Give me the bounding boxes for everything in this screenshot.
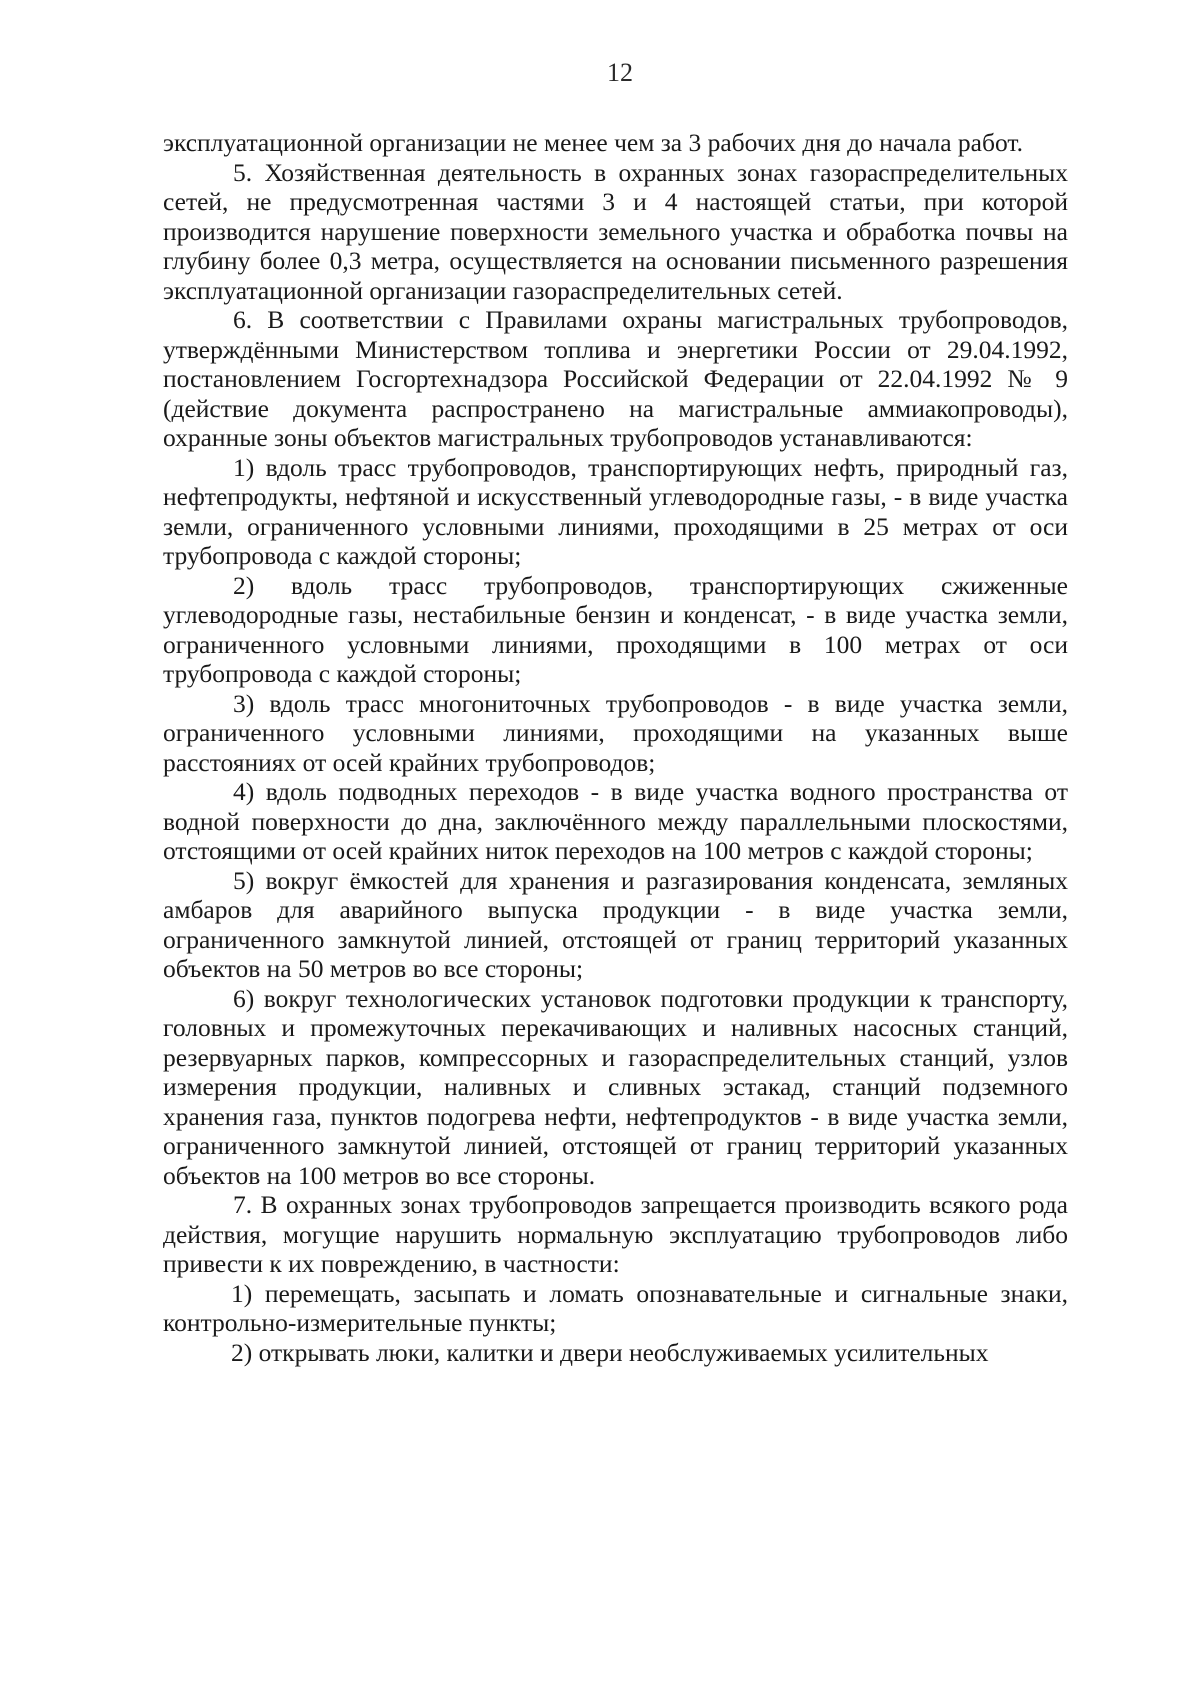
subitem-1-trunk-pipelines: 1) вдоль трасс трубопроводов, транспортирующих нефть, природный газ, нефтепродукты, нефтяной и искусственный углеводородные газы, - в виде участка земли, ограниченного условными линиями, проходящими в 25 метрах от оси трубопровода с каждой стороны; [163, 452, 1068, 570]
subitem-3-multi-line-pipelines: 3) вдоль трасс многониточных трубопроводов - в виде участка земли, ограниченного условными линиями, проходящими на указанных выше расстояниях от осей крайних трубопроводов; [163, 688, 1068, 777]
subitem-5-condensate-tanks: 5) вокруг ёмкостей для хранения и разгазирования конденсата, земляных амбаров для аварийного выпуска продукции - в виде участка земли, ограниченного замкнутой линией, отстоящей от границ территорий указанных объектов на 50 метров во все стороны; [163, 865, 1068, 983]
page-number: 12 [607, 58, 633, 87]
paragraph-item-7: 7. В охранных зонах трубопроводов запрещается производить всякого рода действия, могущие нарушить нормальную эксплуатацию трубопроводов либо привести к их повреждению, в частности: [163, 1190, 1068, 1278]
subitem-6-process-installations: 6) вокруг технологических установок подготовки продукции к транспорту, головных и промежуточных перекачивающих и наливных насосных станций, резервуарных парков, компрессорных и газораспределительных станций, узлов измерения продукции, наливных и сливных эстакад, станций подземного хранения газа, пунктов подогрева нефти, нефтепродуктов - в виде участка земли, ограниченного замкнутой линией, отстоящей от границ территорий указанных объектов на 100 метров во все стороны. [163, 983, 1068, 1190]
paragraph-item-5: 5. Хозяйственная деятельность в охранных зонах газораспределительных сетей, не предусмотренная частями 3 и 4 настоящей статьи, при которой производится нарушение поверхности земельного участка и обработка почвы на глубину более 0,3 метра, осуществляется на основании письменного разрешения эксплуатационной организации газораспределительных сетей. [163, 157, 1068, 305]
paragraph-continuation: эксплуатационной организации не менее чем за 3 рабочих дня до начала работ. [163, 128, 1023, 157]
subitem-2-hatches: 2) открывать люки, калитки и двери необслуживаемых усилительных [231, 1337, 989, 1367]
document-body [163, 128, 1068, 1367]
subitem-4-underwater-crossings: 4) вдоль подводных переходов - в виде участка водного пространства от водной поверхности до дна, заключённого между параллельными плоскостями, отстоящими от осей крайних ниток переходов на 100 метров с каждой стороны; [163, 777, 1068, 865]
subitem-1-signs: 1) перемещать, засыпать и ломать опознавательные и сигнальные знаки, контрольно-измерительные пункты; [163, 1278, 1068, 1337]
subitem-2-liquefied-gas-pipelines: 2) вдоль трасс трубопроводов, транспортирующих сжиженные углеводородные газы, нестабильные бензин и конденсат, - в виде участка земли, ограниченного условными линиями, проходящими в 100 метрах от оси трубопровода с каждой стороны; [163, 570, 1068, 688]
paragraph-item-6: 6. В соответствии с Правилами охраны магистральных трубопроводов, утверждёнными Министерством топлива и энергетики России от 29.04.1992, постановлением Госгортехнадзора Российской Федерации от 22.04.1992 № 9 (действие документа распространено на магистральные аммиакопроводы), охранные зоны объектов магистральных трубопроводов устанавливаются: [163, 305, 1068, 452]
